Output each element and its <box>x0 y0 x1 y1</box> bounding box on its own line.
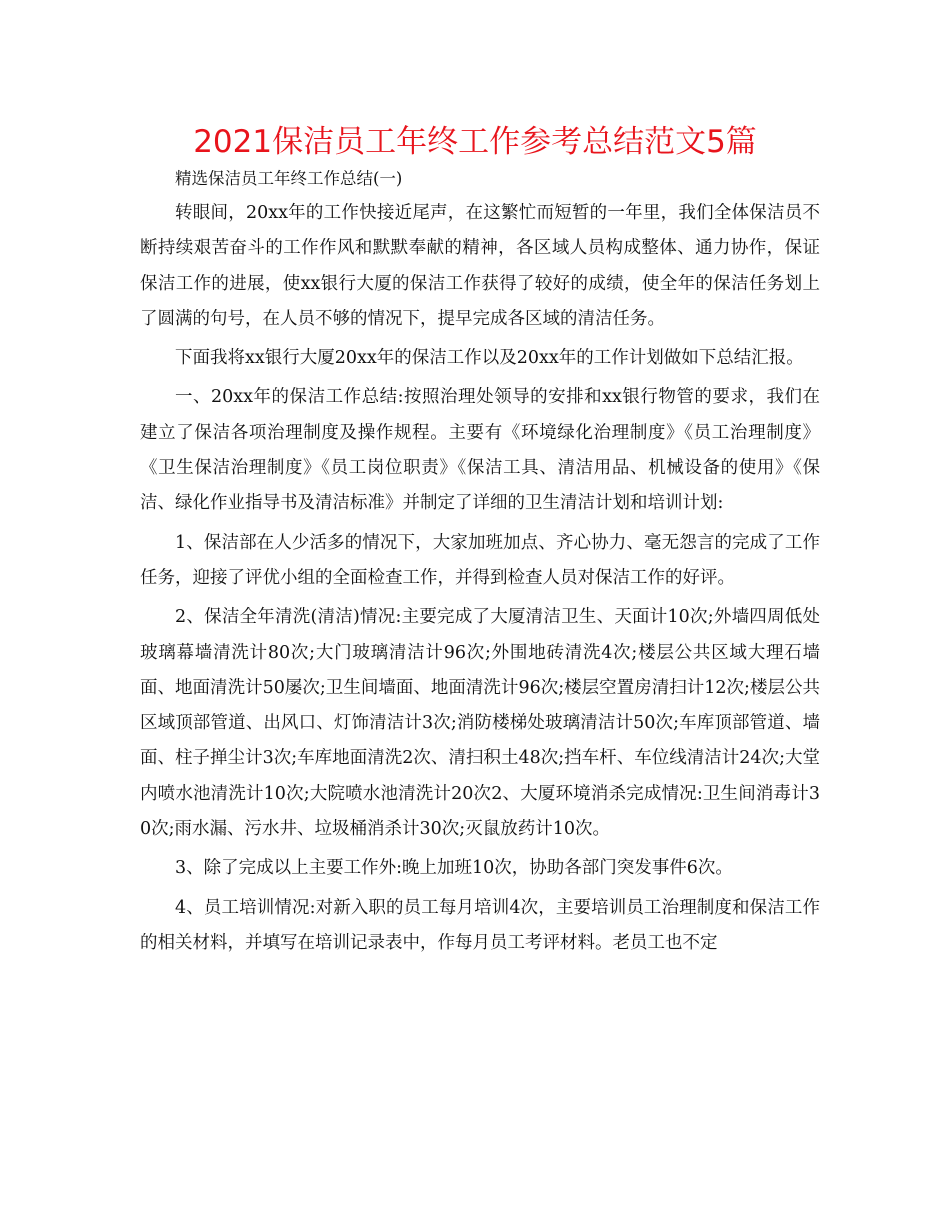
paragraph: 1、保洁部在人少活多的情况下，大家加班加点、齐心协力、毫无怨言的完成了工作任务，迎接了评优小组的全面检查工作，并得到检查人员对保洁工作的好评。 <box>140 532 820 588</box>
paragraph: 下面我将xx银行大厦20xx年的保洁工作以及20xx年的工作计划做如下总结汇报。 <box>175 348 804 369</box>
paragraph: 转眼间，20xx年的工作快接近尾声，在这繁忙而短暂的一年里，我们全体保洁员不断持续艰苦奋斗的工作作风和默默奉献的精神，各区域人员构成整体、通力协作，保证保洁工作的进展，使xx银行大厦的保洁工作获得了较好的成绩，使全年的保洁任务划上了圆满的句号，在人员不够的情况下，提早完成各区域的清洁任务。 <box>140 203 820 329</box>
section-subtitle: 精选保洁员工年终工作总结(一) <box>175 169 403 188</box>
paragraph: 3、除了完成以上主要工作外:晚上加班10次，协助各部门突发事件6次。 <box>175 858 733 879</box>
paragraph: 一、20xx年的保洁工作总结:按照治理处领导的安排和xx银行物管的要求，我们在建立了保洁各项治理制度及操作规程。主要有《环境绿化治理制度》《员工治理制度》《卫生保洁治理制度》《员工岗位职责》《保洁工具、清洁用品、机械设备的使用》《保洁、绿化作业指导书及清洁标准》并制定了详细的卫生清洁计划和培训计划: <box>140 387 820 514</box>
document-title: 2021保洁员工年终工作参考总结范文5篇 <box>193 124 757 160</box>
document-body <box>140 196 820 965</box>
paragraph: 2、保洁全年清洗(清洁)情况:主要完成了大厦清洁卫生、天面计10次;外墙四周低处玻璃幕墙清洗计80次;大门玻璃清洁计96次;外围地砖清洗4次;楼层公共区域大理石墙面、地面清洗计50屡次;卫生间墙面、地面清洗计96次;楼层空置房清扫计12次;楼层公共区域顶部管道、出风口、灯饰清洁计3次;消防楼梯处玻璃清洁计50次;车库顶部管道、墙面、柱子掸尘计3次;车库地面清洗2次、清扫积土48次;挡车杆、车位线清洁计24次;大堂内喷水池清洗计10次;大院喷水池清洗计20次2、大厦环境消杀完成情况:卫生间消毒计30次;雨水漏、污水井、垃圾桶消杀计30次;灭鼠放药计10次。 <box>140 607 820 840</box>
paragraph: 4、员工培训情况:对新入职的员工每月培训4次，主要培训员工治理制度和保洁工作的相关材料，并填写在培训记录表中，作每月员工考评材料。老员工也不定 <box>140 897 820 953</box>
